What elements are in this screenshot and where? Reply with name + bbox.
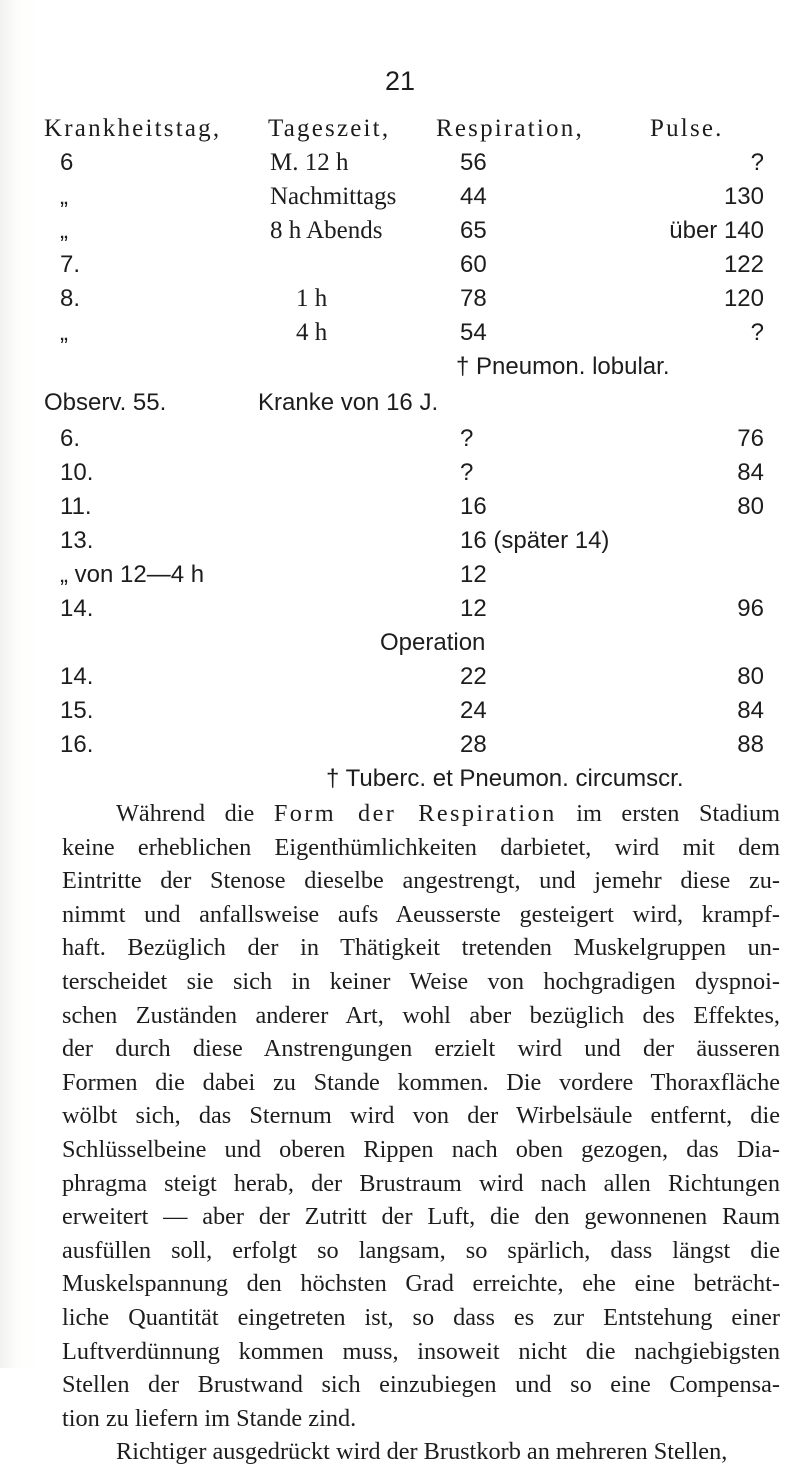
table-cell-time: 4 h [296, 319, 328, 346]
table-cell-day: 7. [60, 251, 81, 278]
page-number: 21 [384, 66, 416, 96]
paragraph-line: haft. Bezüglich der in Thätigkeit tretenden Muskelgruppen un- [62, 934, 780, 962]
table-cell-day: 16. [60, 731, 94, 758]
paragraph-line: Stellen der Brustwand sich einzubiegen und so eine Compensa- [62, 1371, 780, 1399]
header-pulse: Pulse. [650, 115, 724, 142]
table-cell-resp: 24 [460, 697, 487, 724]
paragraph-line: erweitert — aber der Zutritt der Luft, die den gewonnenen Raum [62, 1203, 780, 1231]
paragraph-line: schen Zuständen anderer Art, wohl aber bezüglich des Effektes, [62, 1001, 780, 1029]
table-cell-resp: 16 [460, 493, 487, 520]
table-cell-resp: 54 [460, 319, 487, 346]
table-cell-resp: 44 [460, 183, 487, 210]
table-cell-resp: 28 [460, 731, 487, 758]
header-krankheitstag: Krankheitstag, [44, 115, 222, 142]
body-paragraph [62, 797, 780, 1469]
table-cell-day: 14. [60, 663, 94, 690]
table-cell-resp: 16 (später 14) [460, 527, 610, 554]
table-cell-day: „ [60, 183, 68, 210]
table-cell-resp: 78 [460, 285, 487, 312]
table-cell-day: 6. [60, 425, 81, 452]
paragraph-line: liche Quantität eingetreten ist, so dass es zur Entstehung einer [62, 1303, 780, 1331]
table-cell-time: 1 h [296, 285, 328, 312]
table-cell-day: „ [60, 217, 68, 244]
table-cell-pulse: über 140 [669, 217, 764, 244]
paragraph-line: Luftverdünnung kommen muss, insoweit nicht die nachgiebigsten [62, 1337, 780, 1365]
table-cell-day: „ [60, 319, 68, 346]
table-cell-time: 8 h Abends [270, 217, 383, 244]
paragraph-line: Eintritte der Stenose dieselbe angestrengt, und jemehr diese zu- [62, 867, 780, 895]
paragraph-line: der durch diese Anstrengungen erzielt wird und der äusseren [62, 1035, 780, 1063]
table-cell-pulse: 122 [723, 251, 764, 278]
paragraph-line-last: Richtiger ausgedrückt wird der Brustkorb an mehreren Stellen, [116, 1438, 728, 1466]
table-cell-resp: 22 [460, 663, 487, 690]
table-cell-pulse: 130 [723, 183, 764, 210]
table-cell-time: M. 12 h [270, 149, 349, 176]
operation-label: Operation [380, 629, 486, 656]
header-respiration: Respiration, [436, 115, 584, 142]
paragraph-line: tion zu liefern im Stande zind. [62, 1404, 357, 1432]
paragraph-line: wölbt sich, das Sternum wird von der Wirbelsäule entfernt, die [62, 1102, 780, 1130]
paragraph-line: terscheidet sie sich in keiner Weise von hochgradigen dyspnoi- [62, 967, 780, 995]
table-cell-day: „ von 12—4 h [60, 561, 205, 588]
table-cell-pulse: ? [750, 319, 764, 346]
table-cell-pulse: 80 [737, 663, 764, 690]
paragraph-line: Während die Form der Respiration im ersten Stadium [116, 800, 780, 827]
table-cell-pulse: 84 [737, 697, 764, 724]
paragraph-line: Formen die dabei zu Stande kommen. Die vordere Thoraxfläche [62, 1068, 780, 1096]
note-pneumon-lobular: † Pneumon. lobular. [456, 353, 670, 380]
note-tuberc-pneumon: † Tuberc. et Pneumon. circumscr. [326, 765, 684, 792]
table-cell-resp: 56 [460, 149, 487, 176]
paragraph-line: ausfüllen soll, erfolgt so langsam, so spärlich, dass längst die [62, 1236, 780, 1264]
table-cell-resp: ? [460, 425, 474, 452]
table-cell-pulse: 80 [737, 493, 764, 520]
table-cell-pulse: 84 [737, 459, 764, 486]
table-cell-day: 6 [60, 149, 74, 176]
table-cell-pulse: ? [750, 149, 764, 176]
table-cell-day: 11. [60, 493, 92, 520]
table-cell-day: 13. [60, 527, 94, 554]
table-cell-pulse: 120 [723, 285, 764, 312]
emphasis-form-der-respiration: Form der Respiration [273, 800, 557, 827]
observation-label: Observ. 55. [44, 389, 167, 416]
paragraph-line: nimmt und anfallsweise aufs Aeusserste gesteigert wird, krampf- [62, 900, 780, 928]
table-cell-resp: ? [460, 459, 474, 486]
paragraph-line: keine erheblichen Eigenthümlichkeiten darbietet, wird mit dem [62, 833, 780, 861]
table-cell-pulse: 96 [737, 595, 764, 622]
paragraph-line: Muskelspannung den höchsten Grad erreichte, ehe eine beträcht- [62, 1270, 780, 1298]
table-cell-resp: 65 [460, 217, 487, 244]
table-cell-pulse: 76 [737, 425, 764, 452]
paragraph-line: phragma steigt herab, der Brustraum wird nach allen Richtungen [62, 1169, 780, 1197]
table-cell-day: 10. [60, 459, 94, 486]
table-cell-time: Nachmittags [270, 183, 397, 210]
paragraph-line: Schlüsselbeine und oberen Rippen nach oben gezogen, das Dia- [62, 1135, 780, 1163]
table-cell-day: 14. [60, 595, 94, 622]
table-cell-resp: 12 [460, 561, 487, 588]
table-cell-day: 8. [60, 285, 81, 312]
table-cell-day: 15. [60, 697, 94, 724]
observation-patient: Kranke von 16 J. [258, 389, 439, 416]
header-tageszeit: Tageszeit, [268, 115, 391, 142]
table-cell-pulse: 88 [737, 731, 764, 758]
table-cell-resp: 60 [460, 251, 487, 278]
table-cell-resp: 12 [460, 595, 487, 622]
